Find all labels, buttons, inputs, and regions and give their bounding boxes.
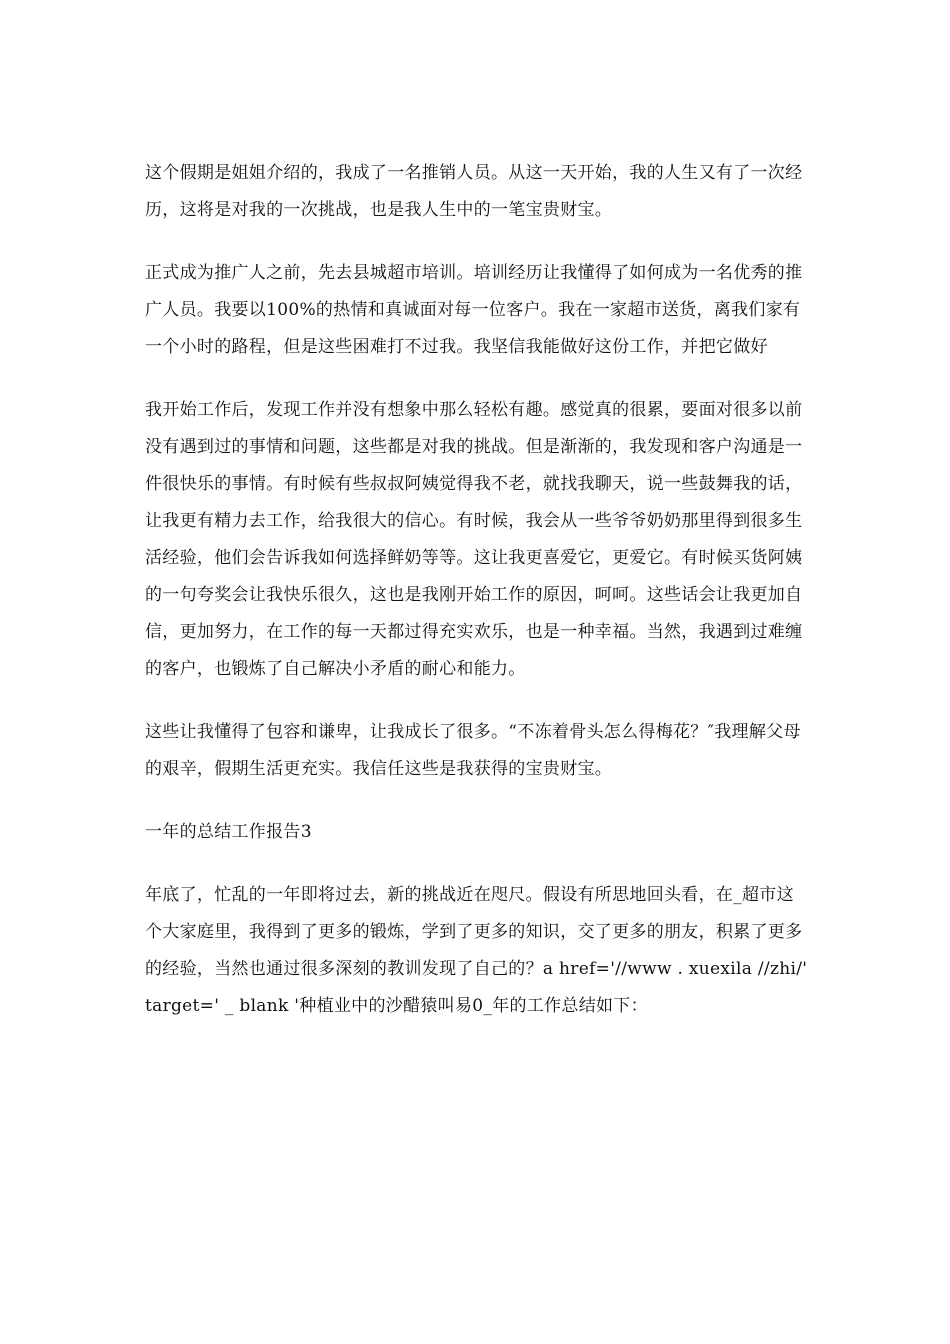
paragraph-vacation-intro: 这个假期是姐姐介绍的，我成了一名推销人员。从这一天开始，我的人生又有了一次经历，这将是对我的一次挑战，也是我人生中的一笔宝贵财宝。	[145, 163, 803, 220]
paragraph-year-end: 年底了，忙乱的一年即将过去，新的挑战近在咫尺。假设有所思地回头看，在_超市这个大家庭里，我得到了更多的锻炼，学到了更多的知识，交了更多的朋友，积累了更多的经验，当然也通过很多深刻的教训发现了自己的？a href='//www . xuexila //zhi/' target=' _ blank '种植业中的沙醋猿叫易0_年的工作总结如下：	[145, 885, 808, 1016]
paragraph-growth: 这些让我懂得了包容和谦卑，让我成长了很多。“不冻着骨头怎么得梅花？″我理解父母的艰辛，假期生活更充实。我信任这些是我获得的宝贵财宝。	[145, 722, 801, 779]
paragraph-work-experience: 我开始工作后，发现工作并没有想象中那么轻松有趣。感觉真的很累，要面对很多以前没有遇到过的事情和问题，这些都是对我的挑战。但是渐渐的，我发现和客户沟通是一件很快乐的事情。有时候有些叔叔阿姨觉得我不老，就找我聊天，说一些鼓舞我的话，让我更有精力去工作，给我很大的信心。有时候，我会从一些爷爷奶奶那里得到很多生活经验，他们会告诉我如何选择鲜奶等等。这让我更喜爱它，更爱它。有时候买货阿姨的一句夸奖会让我快乐很久，这也是我刚开始工作的原因，呵呵。这些话会让我更加自信，更加努力，在工作的每一天都过得充实欢乐，也是一种幸福。当然，我遇到过难缠的客户，也锻炼了自己解决小矛盾的耐心和能力。	[145, 400, 803, 679]
paragraph-training: 正式成为推广人之前，先去县城超市培训。培训经历让我懂得了如何成为一名优秀的推广人员。我要以100%的热情和真诚面对每一位客户。我在一家超市送货，离我们家有一个小时的路程，但是这些困难打不过我。我坚信我能做好这份工作，并把它做好	[145, 263, 803, 357]
section-heading: 一年的总结工作报告3	[145, 822, 312, 842]
document-body	[145, 155, 810, 1051]
